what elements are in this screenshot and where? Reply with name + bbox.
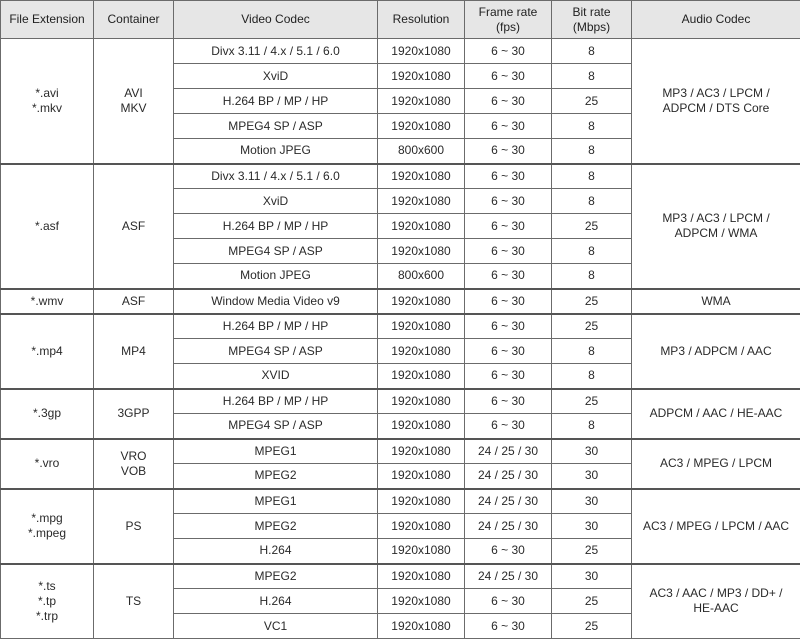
bit-rate-cell: 30 <box>552 514 632 539</box>
file-extension-cell-line: *.mpg <box>31 511 63 525</box>
frame-rate-cell: 6 ~ 30 <box>465 389 552 414</box>
resolution-cell: 1920x1080 <box>378 214 465 239</box>
container-cell-line: PS <box>125 518 142 533</box>
file-extension-cell <box>1 39 94 164</box>
video-codec-cell: MPEG1 <box>174 489 378 514</box>
bit-rate-cell: 8 <box>552 364 632 389</box>
frame-rate-cell: 6 ~ 30 <box>465 114 552 139</box>
video-codec-cell: XviD <box>174 189 378 214</box>
resolution-cell: 1920x1080 <box>378 164 465 189</box>
table-row <box>1 564 800 589</box>
audio-codec-cell-line: AC3 / AAC / MP3 / DD+ / <box>649 586 783 601</box>
frame-rate-cell: 24 / 25 / 30 <box>465 564 552 589</box>
bit-rate-cell: 8 <box>552 114 632 139</box>
video-codec-cell: XviD <box>174 64 378 89</box>
header-bit-rate-line1: Bit rate <box>572 4 611 19</box>
bit-rate-cell: 25 <box>552 614 632 639</box>
audio-codec-cell <box>632 289 800 314</box>
bit-rate-cell: 25 <box>552 214 632 239</box>
file-extension-cell-line: *.tp <box>37 593 56 608</box>
frame-rate-cell: 6 ~ 30 <box>465 189 552 214</box>
container-cell <box>94 164 174 289</box>
video-codec-cell: H.264 BP / MP / HP <box>174 89 378 114</box>
frame-rate-cell: 6 ~ 30 <box>465 614 552 639</box>
header-bit-rate <box>552 1 632 39</box>
resolution-cell: 1920x1080 <box>378 489 465 514</box>
resolution-cell: 1920x1080 <box>378 239 465 264</box>
file-extension-cell-line: *.mp4 <box>31 343 63 358</box>
audio-codec-cell-line: ADPCM / WMA <box>674 226 758 240</box>
bit-rate-cell: 8 <box>552 339 632 364</box>
audio-codec-cell-line: WMA <box>701 293 731 308</box>
frame-rate-cell: 6 ~ 30 <box>465 364 552 389</box>
resolution-cell: 1920x1080 <box>378 414 465 439</box>
video-codec-cell: H.264 BP / MP / HP <box>174 389 378 414</box>
file-extension-cell-line: *.vro <box>34 456 60 470</box>
video-codec-cell: Motion JPEG <box>174 264 378 289</box>
file-extension-cell <box>1 439 94 489</box>
table-row <box>1 39 800 64</box>
frame-rate-cell: 6 ~ 30 <box>465 214 552 239</box>
video-codec-cell: H.264 <box>174 589 378 614</box>
video-codec-cell: Divx 3.11 / 4.x / 5.1 / 6.0 <box>174 164 378 189</box>
video-codec-cell: H.264 <box>174 539 378 564</box>
video-codec-cell: VC1 <box>174 614 378 639</box>
resolution-cell: 1920x1080 <box>378 114 465 139</box>
bit-rate-cell: 30 <box>552 489 632 514</box>
container-cell-line: VOB <box>120 463 147 478</box>
frame-rate-cell: 24 / 25 / 30 <box>465 464 552 489</box>
file-extension-cell <box>1 289 94 314</box>
file-extension-cell-line: *.avi <box>35 85 59 100</box>
table-row <box>1 289 800 314</box>
bit-rate-cell: 8 <box>552 264 632 289</box>
bit-rate-cell: 8 <box>552 164 632 189</box>
video-codec-cell: MPEG2 <box>174 464 378 489</box>
resolution-cell: 1920x1080 <box>378 564 465 589</box>
bit-rate-cell: 8 <box>552 139 632 164</box>
audio-codec-cell <box>632 39 800 164</box>
frame-rate-cell: 6 ~ 30 <box>465 164 552 189</box>
resolution-cell: 1920x1080 <box>378 539 465 564</box>
video-codec-cell: MPEG2 <box>174 564 378 589</box>
container-cell-line: MKV <box>120 100 147 115</box>
audio-codec-cell-line: AC3 / MPEG / LPCM / AAC <box>642 518 790 533</box>
container-cell-line: ASF <box>121 293 146 308</box>
resolution-cell: 1920x1080 <box>378 614 465 639</box>
video-codec-cell: H.264 BP / MP / HP <box>174 214 378 239</box>
header-frame-rate <box>465 1 552 39</box>
frame-rate-cell: 6 ~ 30 <box>465 89 552 114</box>
frame-rate-cell: 24 / 25 / 30 <box>465 489 552 514</box>
audio-codec-cell <box>632 164 800 289</box>
resolution-cell: 1920x1080 <box>378 289 465 314</box>
audio-codec-cell-line: ADPCM / AAC / HE-AAC <box>649 406 783 420</box>
file-extension-cell <box>1 564 94 639</box>
frame-rate-cell: 6 ~ 30 <box>465 39 552 64</box>
file-extension-cell <box>1 164 94 289</box>
header-row <box>1 1 800 39</box>
table-row <box>1 439 800 464</box>
bit-rate-cell: 25 <box>552 589 632 614</box>
header-video-codec: Video Codec <box>174 1 378 39</box>
resolution-cell: 1920x1080 <box>378 514 465 539</box>
audio-codec-cell-line: MP3 / AC3 / LPCM / <box>662 85 770 100</box>
header-resolution: Resolution <box>378 1 465 39</box>
resolution-cell: 1920x1080 <box>378 339 465 364</box>
file-extension-cell-line: *.mpeg <box>27 526 67 540</box>
container-cell-line: VRO <box>120 448 147 463</box>
video-codec-cell: MPEG1 <box>174 439 378 464</box>
video-codec-cell: Divx 3.11 / 4.x / 5.1 / 6.0 <box>174 39 378 64</box>
bit-rate-cell: 8 <box>552 189 632 214</box>
header-frame-rate-line1: Frame rate <box>478 4 538 19</box>
bit-rate-cell: 25 <box>552 539 632 564</box>
header-audio-codec: Audio Codec <box>632 1 800 39</box>
container-cell <box>94 39 174 164</box>
file-extension-cell-line: *.3gp <box>32 406 62 420</box>
file-extension-cell-line: *.wmv <box>30 293 64 308</box>
frame-rate-cell: 6 ~ 30 <box>465 314 552 339</box>
file-extension-cell-line: *.asf <box>34 218 59 233</box>
resolution-cell: 1920x1080 <box>378 589 465 614</box>
frame-rate-cell: 6 ~ 30 <box>465 264 552 289</box>
header-file-extension: File Extension <box>1 1 94 39</box>
frame-rate-cell: 6 ~ 30 <box>465 539 552 564</box>
header-bit-rate-line2: (Mbps) <box>572 19 611 34</box>
container-cell-line: MP4 <box>121 343 146 358</box>
resolution-cell: 1920x1080 <box>378 189 465 214</box>
bit-rate-cell: 8 <box>552 414 632 439</box>
container-cell <box>94 564 174 639</box>
audio-codec-cell <box>632 439 800 489</box>
bit-rate-cell: 25 <box>552 89 632 114</box>
frame-rate-cell: 6 ~ 30 <box>465 589 552 614</box>
bit-rate-cell: 8 <box>552 239 632 264</box>
container-cell-line: TS <box>125 593 142 608</box>
container-cell <box>94 489 174 564</box>
container-cell <box>94 314 174 389</box>
file-extension-cell <box>1 314 94 389</box>
resolution-cell: 1920x1080 <box>378 439 465 464</box>
header-frame-rate-line2: (fps) <box>496 19 520 34</box>
table-row <box>1 164 800 189</box>
video-codec-cell: Motion JPEG <box>174 139 378 164</box>
resolution-cell: 1920x1080 <box>378 389 465 414</box>
frame-rate-cell: 6 ~ 30 <box>465 289 552 314</box>
frame-rate-cell: 6 ~ 30 <box>465 64 552 89</box>
table-header <box>1 1 800 39</box>
table-body <box>1 39 800 639</box>
video-codec-cell: MPEG4 SP / ASP <box>174 339 378 364</box>
frame-rate-cell: 24 / 25 / 30 <box>465 439 552 464</box>
file-extension-cell <box>1 489 94 564</box>
frame-rate-cell: 6 ~ 30 <box>465 239 552 264</box>
frame-rate-cell: 24 / 25 / 30 <box>465 514 552 539</box>
video-codec-cell: MPEG2 <box>174 514 378 539</box>
bit-rate-cell: 25 <box>552 314 632 339</box>
audio-codec-cell-line: ADPCM / DTS Core <box>662 100 770 115</box>
resolution-cell: 800x600 <box>378 139 465 164</box>
audio-codec-cell <box>632 389 800 439</box>
file-extension-cell-line: *.ts <box>38 578 56 593</box>
table-row <box>1 389 800 414</box>
bit-rate-cell: 25 <box>552 289 632 314</box>
table-row <box>1 489 800 514</box>
table-row <box>1 314 800 339</box>
resolution-cell: 1920x1080 <box>378 314 465 339</box>
bit-rate-cell: 30 <box>552 464 632 489</box>
video-codec-cell: MPEG4 SP / ASP <box>174 114 378 139</box>
video-codec-cell: XVID <box>174 364 378 389</box>
frame-rate-cell: 6 ~ 30 <box>465 414 552 439</box>
audio-codec-cell <box>632 564 800 639</box>
frame-rate-cell: 6 ~ 30 <box>465 339 552 364</box>
container-cell <box>94 439 174 489</box>
container-cell-line: ASF <box>121 218 146 233</box>
container-cell <box>94 289 174 314</box>
container-cell-line: 3GPP <box>117 406 150 420</box>
resolution-cell: 1920x1080 <box>378 39 465 64</box>
file-extension-cell <box>1 389 94 439</box>
resolution-cell: 1920x1080 <box>378 89 465 114</box>
bit-rate-cell: 8 <box>552 64 632 89</box>
header-container: Container <box>94 1 174 39</box>
video-codec-cell: Window Media Video v9 <box>174 289 378 314</box>
bit-rate-cell: 30 <box>552 564 632 589</box>
resolution-cell: 1920x1080 <box>378 364 465 389</box>
frame-rate-cell: 6 ~ 30 <box>465 139 552 164</box>
bit-rate-cell: 8 <box>552 39 632 64</box>
container-cell <box>94 389 174 439</box>
resolution-cell: 800x600 <box>378 264 465 289</box>
bit-rate-cell: 30 <box>552 439 632 464</box>
container-cell-line: AVI <box>124 85 143 100</box>
video-codec-cell: MPEG4 SP / ASP <box>174 239 378 264</box>
audio-codec-cell-line: HE-AAC <box>693 601 739 616</box>
audio-codec-cell <box>632 314 800 389</box>
audio-codec-cell <box>632 489 800 564</box>
file-extension-cell-line: *.trp <box>35 608 58 623</box>
file-extension-cell-line: *.mkv <box>32 100 62 115</box>
bit-rate-cell: 25 <box>552 389 632 414</box>
resolution-cell: 1920x1080 <box>378 464 465 489</box>
resolution-cell: 1920x1080 <box>378 64 465 89</box>
video-codec-cell: H.264 BP / MP / HP <box>174 314 378 339</box>
audio-codec-cell-line: AC3 / MPEG / LPCM <box>659 456 773 470</box>
audio-codec-cell-line: MP3 / ADPCM / AAC <box>660 343 772 358</box>
video-codec-cell: MPEG4 SP / ASP <box>174 414 378 439</box>
audio-codec-cell-line: MP3 / AC3 / LPCM / <box>662 211 770 225</box>
